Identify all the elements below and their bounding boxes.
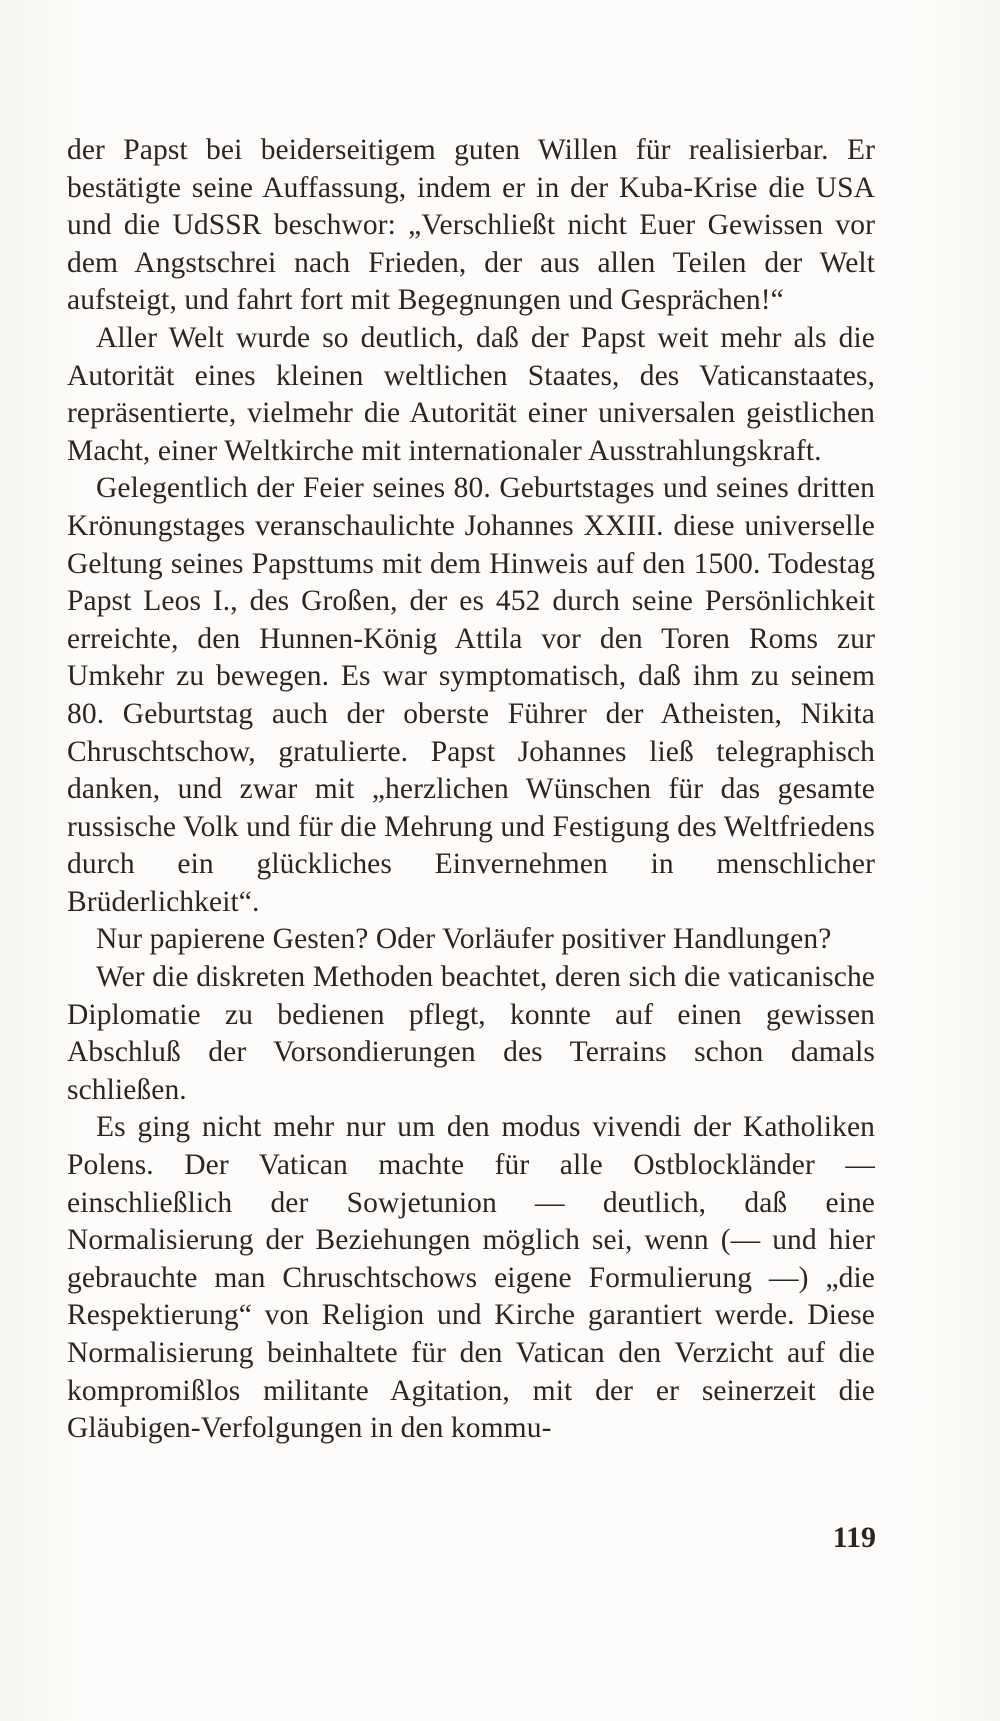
paragraph-5: Wer die diskreten Methoden beachtet, deren sich die vaticanische Diplomatie zu bedienen pflegt, konnte auf einen gewissen Abschluß der Vorsondierungen des Terrains schon damals schließen. xyxy=(67,961,875,1106)
paragraph-6: Es ging nicht mehr nur um den modus vivendi der Katholiken Polens. Der Vatican machte für alle Ostblockländer — einschließlich der Sowjetunion — deutlich, daß eine Normalisierung der Beziehungen möglich sei, wenn (— und hier gebrauchte man Chruschtschows eigene Formulierung —) „die Respektierung“ von Religion und Kirche garantiert werde. Diese Normalisierung beinhaltete für den Vatican den Verzicht auf die kompromißlos militante Agitation, mit der er seinerzeit die Gläubigen-Verfolgungen in den kommu- xyxy=(67,1111,875,1445)
page-number: 119 xyxy=(832,1521,876,1554)
body-text xyxy=(67,132,875,1448)
paragraph-3: Gelegentlich der Feier seines 80. Geburtstages und seines dritten Krönungstages veranschaulichte Johannes XXIII. diese universelle Geltung seines Papsttums mit dem Hinweis auf den 1500. Todestag Papst Leos I., des Großen, der es 452 durch seine Persönlichkeit erreichte, den Hunnen-König Attila vor den Toren Roms zur Umkehr zu bewegen. Es war symptomatisch, daß ihm zu seinem 80. Geburtstag auch der oberste Führer der Atheisten, Nikita Chruschtschow, gratulierte. Papst Johannes ließ telegraphisch danken, und zwar mit „herzlichen Wünschen für das gesamte russische Volk und für die Mehrung und Festigung des Weltfriedens durch ein glückliches Einvernehmen in menschlicher Brüderlichkeit“. xyxy=(67,472,875,918)
paragraph-4: Nur papierene Gesten? Oder Vorläufer positiver Handlungen? xyxy=(96,923,832,956)
paragraph-1: der Papst bei beiderseitigem guten Willen für realisierbar. Er bestätigte seine Auffassung, indem er in der Kuba-Krise die USA und die UdSSR beschwor: „Verschließt nicht Euer Gewissen vor dem Angstschrei nach Frieden, der aus allen Teilen der Welt aufsteigt, und fahrt fort mit Begegnungen und Gesprächen!“ xyxy=(67,134,875,317)
paragraph-2: Aller Welt wurde so deutlich, daß der Papst weit mehr als die Autorität eines kleinen weltlichen Staates, des Vaticanstaates, repräsentierte, vielmehr die Autorität einer universalen geistlichen Macht, einer Weltkirche mit internationaler Ausstrahlungskraft. xyxy=(67,321,875,467)
